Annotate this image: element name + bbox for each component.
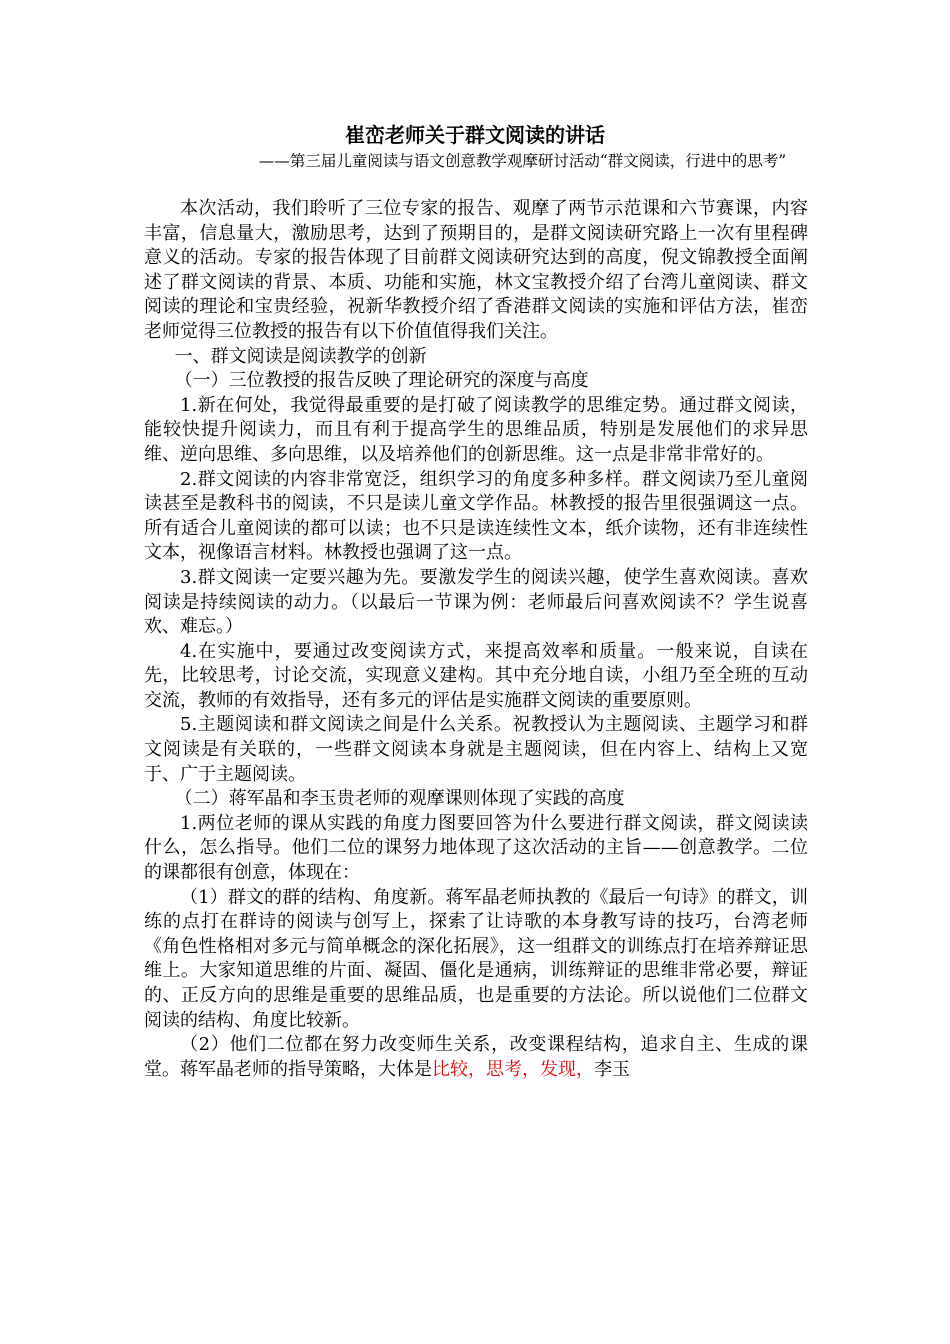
subsection-heading-1: （一）三位教授的报告反映了理论研究的深度与高度 [174, 370, 589, 392]
body-paragraph: 4.在实施中，要通过改变阅读方式，来提高效率和质量。一般来说，自读在先，比较思考，讨论交流，实现意义建构。其中充分地自读，小组乃至全班的互动交流，教师的有效指导，还有多元的评估是实施群文阅读的重要原则。 [144, 640, 808, 711]
section-heading-1: 一、群文阅读是阅读教学的创新 [174, 345, 427, 367]
body-paragraph: 5.主题阅读和群文阅读之间是什么关系。祝教授认为主题阅读、主题学习和群文阅读是有关联的，一些群文阅读本身就是主题阅读，但在内容上、结构上又宽于、广于主题阅读。 [144, 714, 808, 785]
intro-paragraph: 本次活动，我们聆听了三位专家的报告、观摩了两节示范课和六节赛课，内容丰富，信息量大，激励思考，达到了预期目的，是群文阅读研究路上一次有里程碑意义的活动。专家的报告体现了目前群文阅读研究达到的高度，倪文锦教授全面阐述了群文阅读的背景、本质、功能和实施，林文宝教授介绍了台湾儿童阅读、群文阅读的理论和宝贵经验，祝新华教授介绍了香港群文阅读的实施和评估方法，崔峦老师觉得三位教授的报告有以下价值值得我们关注。 [144, 198, 808, 342]
last-paragraph-tail: 李玉 [594, 1058, 630, 1080]
body-paragraph: （1）群文的群的结构、角度新。蒋军晶老师执教的《最后一句诗》的群文，训练的点打在群诗的阅读与创写上，探索了让诗歌的本身教写诗的技巧，台湾老师《角色性格相对多元与简单概念的深化拓展》，这一组群文的训练点打在培养辩证思维上。大家知道思维的片面、凝固、僵化是通病，训练辩证的思维非常必要，辩证的、正反方向的思维是重要的思维品质，也是重要的方法论。所以说他们二位群文阅读的结构、角度比较新。 [144, 886, 808, 1031]
body-paragraph: 3.群文阅读一定要兴趣为先。要激发学生的阅读兴趣，使学生喜欢阅读。喜欢阅读是持续阅读的动力。（以最后一节课为例：老师最后问喜欢阅读不？学生说喜欢、难忘。） [144, 566, 808, 638]
document-body [144, 197, 808, 1082]
document-subtitle: ——第三届儿童阅读与语文创意教学观摩研讨活动“群文阅读，行进中的思考” [258, 152, 787, 170]
last-paragraph [144, 1033, 808, 1082]
subsection-heading-2: （二）蒋军晶和李玉贵老师的观摩课则体现了实践的高度 [174, 788, 625, 810]
body-paragraph: 1.两位老师的课从实践的角度力图要回答为什么要进行群文阅读，群文阅读读什么，怎么指导。他们二位的课努力地体现了这次活动的主旨——创意教学。二位的课都很有创意，体现在： [144, 812, 808, 884]
document-title: 崔峦老师关于群文阅读的讲话 [345, 123, 605, 147]
body-paragraph: 2.群文阅读的内容非常宽泛，组织学习的角度多种多样。群文阅读乃至儿童阅读甚至是教科书的阅读，不只是读儿童文学作品。林教授的报告里很强调这一点。所有适合儿童阅读的都可以读；也不只是读连续性文本，纸介读物，还有非连续性文本，视像语言材料。林教授也强调了这一点。 [144, 468, 808, 564]
body-paragraph: 1.新在何处，我觉得最重要的是打破了阅读教学的思维定势。通过群文阅读，能较快提升阅读力，而且有利于提高学生的思维品质，特别是发展他们的求异思维、逆向思维、多向思维，以及培养他们的创新思维。这一点是非常非常好的。 [144, 394, 808, 465]
highlighted-text: 比较，思考，发现， [432, 1058, 594, 1080]
last-paragraph-text: （2）他们二位都在努力改变师生关系，改变课程结构，追求自主、生成的课堂。蒋军晶老师的指导策略，大体是 [144, 1034, 808, 1080]
